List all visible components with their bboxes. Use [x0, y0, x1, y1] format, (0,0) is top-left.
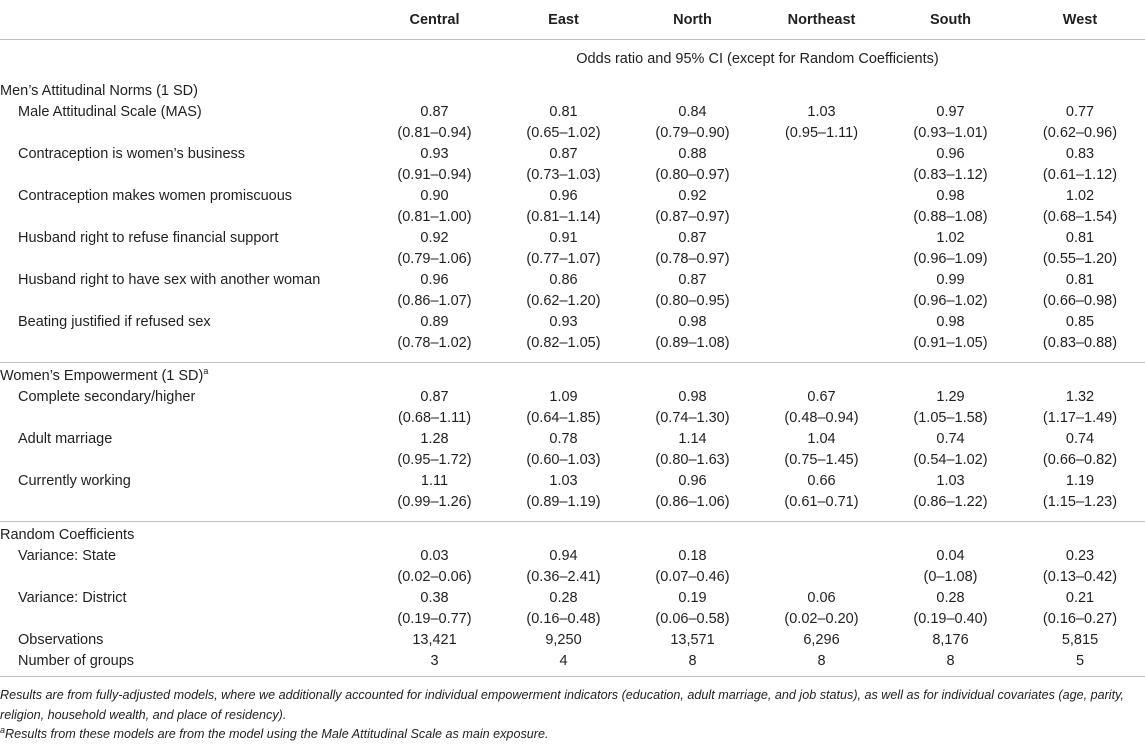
ci-cell: (0.95–1.11) [784, 125, 859, 141]
ci-cell: (0.80–1.63) [655, 452, 730, 468]
table-row-ci [0, 567, 1145, 588]
row-label: Variance: State [18, 548, 117, 564]
ci-cell: (0.73–1.03) [526, 167, 601, 183]
ci-cell [757, 207, 886, 228]
value-cell: 5,815 [1061, 632, 1099, 648]
ci-cell [757, 567, 886, 588]
odds-ratio-cell: 0.98 [936, 188, 965, 204]
footnote-text: Results from these models are from the model using the Male Attitudinal Scale as main exposure. [5, 727, 549, 741]
ci-cell: (0.89–1.08) [655, 335, 730, 351]
row-label-blank [0, 408, 370, 429]
row-label-blank [0, 450, 370, 471]
ci-cell: (0.81–0.94) [397, 125, 472, 141]
section-title [0, 78, 1145, 102]
ci-cell [757, 165, 886, 186]
row-label-blank [0, 123, 370, 144]
odds-ratio-cell: 0.98 [678, 314, 707, 330]
odds-ratio-cell: 1.04 [807, 431, 836, 447]
odds-ratio-cell: 0.03 [420, 548, 449, 564]
ci-cell: (0.96–1.02) [913, 293, 988, 309]
odds-ratio-cell: 0.28 [549, 590, 578, 606]
subheader-text: Odds ratio and 95% CI (except for Random Coefficients) [576, 50, 939, 67]
odds-ratio-cell: 0.18 [678, 548, 707, 564]
ci-cell: (0.91–1.05) [913, 335, 988, 351]
ci-cell: (0.86–1.06) [655, 494, 730, 510]
odds-ratio-cell: 0.94 [549, 548, 578, 564]
row-label: Contraception is women’s business [18, 146, 246, 162]
ci-cell: (0.61–1.12) [1042, 167, 1118, 183]
table-row [0, 588, 1145, 609]
odds-ratio-cell: 0.21 [1065, 590, 1095, 606]
table-row-ci [0, 609, 1145, 630]
ci-cell: (0.89–1.19) [526, 494, 601, 510]
odds-ratio-cell: 1.03 [549, 473, 578, 489]
ci-cell: (1.15–1.23) [1042, 494, 1118, 510]
value-cell: 8,176 [932, 632, 969, 648]
row-label-blank [0, 567, 370, 588]
ci-cell: (0.78–0.97) [655, 251, 730, 267]
odds-ratio-cell: 0.84 [678, 104, 707, 120]
ci-cell [757, 291, 886, 312]
table-notes [0, 686, 1140, 745]
odds-ratio-cell: 0.96 [420, 272, 449, 288]
table-row-ci [0, 408, 1145, 429]
ci-cell: (0.93–1.01) [913, 125, 988, 141]
odds-ratio-cell [757, 270, 886, 291]
ci-cell: (0.82–1.05) [526, 335, 601, 351]
table-row-ci [0, 450, 1145, 471]
table-row-ci [0, 492, 1145, 522]
table-row [0, 471, 1145, 492]
ci-cell: (0.16–0.48) [526, 611, 601, 627]
table-row [0, 144, 1145, 165]
ci-cell: (0.80–0.95) [655, 293, 730, 309]
odds-ratio-cell [757, 312, 886, 333]
odds-ratio-cell: 0.90 [420, 188, 449, 204]
ci-cell: (0.79–1.06) [397, 251, 472, 267]
row-label: Husband right to have sex with another woman [18, 272, 321, 288]
odds-ratio-cell: 0.93 [549, 314, 578, 330]
value-cell: 8 [757, 651, 886, 677]
odds-ratio-cell: 1.02 [1065, 188, 1095, 204]
row-label: Variance: District [18, 590, 127, 606]
odds-ratio-cell: 0.78 [549, 431, 578, 447]
section-header-row [0, 363, 1145, 388]
ci-cell: (0.60–1.03) [526, 452, 601, 468]
table-row [0, 387, 1145, 408]
table-row-ci [0, 165, 1145, 186]
row-label-blank [0, 165, 370, 186]
row-label: Complete secondary/higher [18, 389, 196, 405]
row-label-blank [0, 249, 370, 270]
odds-ratio-cell: 0.96 [936, 146, 965, 162]
odds-ratio-cell: 0.97 [936, 104, 965, 120]
odds-ratio-cell: 0.93 [420, 146, 449, 162]
ci-cell: (0.88–1.08) [913, 209, 988, 225]
table-row-ci [0, 249, 1145, 270]
ci-cell: (0.62–1.20) [526, 293, 601, 309]
section-header-row [0, 78, 1145, 102]
odds-ratio-cell: 1.03 [807, 104, 836, 120]
table-row [0, 651, 1145, 677]
ci-cell: (0.87–0.97) [655, 209, 730, 225]
odds-ratio-cell: 0.81 [1065, 272, 1095, 288]
ci-cell: (0.91–0.94) [397, 167, 472, 183]
section-header-row [0, 522, 1145, 547]
ci-cell: (0.83–1.12) [913, 167, 988, 183]
ci-cell: (0.02–0.06) [397, 569, 472, 585]
odds-ratio-cell: 1.03 [936, 473, 965, 489]
ci-cell: (0.95–1.72) [397, 452, 472, 468]
ci-cell: (0.68–1.54) [1042, 209, 1118, 225]
table-row [0, 270, 1145, 291]
table-row [0, 228, 1145, 249]
table-row [0, 102, 1145, 123]
value-cell: 13,571 [670, 632, 715, 648]
section-title-text: Random Coefficients [0, 527, 135, 543]
table-row [0, 312, 1145, 333]
ci-cell: (0.19–0.40) [913, 611, 988, 627]
ci-cell: (0.65–1.02) [526, 125, 601, 141]
odds-ratio-cell: 0.87 [549, 146, 578, 162]
ci-cell: (0.61–0.71) [784, 494, 859, 510]
header-central: Central [370, 2, 499, 40]
value-cell: 9,250 [545, 632, 582, 648]
ci-cell: (0.80–0.97) [655, 167, 730, 183]
odds-ratio-cell: 0.92 [678, 188, 707, 204]
table-row-ci [0, 333, 1145, 363]
odds-ratio-cell: 0.96 [549, 188, 578, 204]
value-cell: 4 [499, 651, 628, 677]
table-row [0, 429, 1145, 450]
value-cell: 5 [1015, 651, 1145, 677]
ci-cell: (0.36–2.41) [526, 569, 601, 585]
odds-ratio-cell [757, 186, 886, 207]
section-title [0, 522, 1145, 547]
ci-cell: (1.05–1.58) [913, 410, 988, 426]
note-footnote [0, 725, 1140, 745]
ci-cell: (0–1.08) [923, 569, 978, 585]
odds-ratio-cell: 0.67 [807, 389, 836, 405]
row-label-blank [0, 207, 370, 228]
header-west: West [1015, 2, 1145, 40]
odds-ratio-cell: 0.88 [678, 146, 707, 162]
value-cell: 13,421 [412, 632, 457, 648]
odds-ratio-cell: 1.11 [420, 473, 449, 489]
odds-ratio-cell: 0.86 [549, 272, 578, 288]
ci-cell: (0.81–1.00) [397, 209, 472, 225]
section-title-text: Women’s Empowerment (1 SD) [0, 368, 204, 384]
ci-cell: (0.96–1.09) [913, 251, 988, 267]
table-row-ci [0, 207, 1145, 228]
ci-cell: (0.79–0.90) [655, 125, 730, 141]
value-cell: 8 [886, 651, 1015, 677]
row-label-blank [0, 291, 370, 312]
ci-cell: (0.66–0.98) [1042, 293, 1118, 309]
odds-ratio-cell: 0.74 [1065, 431, 1095, 447]
table-row-ci [0, 291, 1145, 312]
subheader-blank [0, 40, 370, 79]
row-label-blank [0, 492, 370, 522]
odds-ratio-cell: 0.81 [549, 104, 578, 120]
ci-cell: (0.86–1.07) [397, 293, 472, 309]
row-label: Adult marriage [18, 431, 113, 447]
odds-ratio-cell: 0.98 [936, 314, 965, 330]
footnote-marker: a [0, 724, 6, 735]
odds-ratio-cell: 0.19 [678, 590, 707, 606]
ci-cell: (0.78–1.02) [397, 335, 472, 351]
odds-ratio-cell: 0.98 [678, 389, 707, 405]
odds-ratio-cell: 0.28 [936, 590, 965, 606]
ci-cell: (0.62–0.96) [1042, 125, 1118, 141]
row-label: Contraception makes women promiscuous [18, 188, 293, 204]
odds-ratio-cell: 1.29 [936, 389, 965, 405]
odds-ratio-cell: 0.74 [936, 431, 965, 447]
ci-cell: (0.68–1.11) [397, 410, 472, 426]
row-label: Husband right to refuse financial support [18, 230, 279, 246]
odds-ratio-cell: 1.32 [1065, 389, 1095, 405]
odds-ratio-cell: 0.96 [678, 473, 707, 489]
odds-ratio-cell: 1.09 [549, 389, 578, 405]
odds-ratio-cell: 0.87 [420, 104, 449, 120]
odds-ratio-cell: 1.02 [936, 230, 965, 246]
odds-ratio-table [0, 2, 1145, 677]
header-north: North [628, 2, 757, 40]
odds-ratio-cell: 0.85 [1065, 314, 1095, 330]
header-south: South [886, 2, 1015, 40]
ci-cell: (0.81–1.14) [526, 209, 601, 225]
ci-cell: (0.48–0.94) [784, 410, 859, 426]
odds-ratio-cell: 0.87 [420, 389, 449, 405]
row-label-blank [0, 609, 370, 630]
ci-cell [757, 333, 886, 363]
subheader-row [0, 40, 1145, 79]
odds-ratio-cell: 0.99 [936, 272, 965, 288]
row-label: Male Attitudinal Scale (MAS) [18, 104, 202, 120]
ci-cell: (0.99–1.26) [397, 494, 472, 510]
header-east: East [499, 2, 628, 40]
note-main: Results are from fully-adjusted models, where we additionally accounted for individual empowerment indicators (education, adult marriage, and job status), as well as for individual covariates (age, parity, religion, household wealth, and place of residency). [0, 688, 1124, 722]
ci-cell: (0.06–0.58) [655, 611, 730, 627]
section-title-sup: a [203, 366, 209, 377]
ci-cell: (0.86–1.22) [913, 494, 988, 510]
table-row-ci [0, 123, 1145, 144]
table-row [0, 186, 1145, 207]
header-blank [0, 2, 370, 40]
row-label: Beating justified if refused sex [18, 314, 211, 330]
odds-ratio-cell: 0.83 [1065, 146, 1095, 162]
odds-ratio-cell: 0.66 [807, 473, 836, 489]
table-row [0, 630, 1145, 651]
header-northeast: Northeast [757, 2, 886, 40]
ci-cell [757, 249, 886, 270]
odds-ratio-cell: 1.14 [678, 431, 707, 447]
odds-ratio-cell: 0.04 [936, 548, 965, 564]
ci-cell: (0.13–0.42) [1042, 569, 1118, 585]
ci-cell: (0.02–0.20) [784, 611, 859, 627]
value-cell: 3 [370, 651, 499, 677]
ci-cell: (0.16–0.27) [1042, 611, 1118, 627]
ci-cell: (0.07–0.46) [655, 569, 730, 585]
row-label-blank [0, 333, 370, 363]
odds-ratio-cell: 0.81 [1065, 230, 1095, 246]
ci-cell: (0.19–0.77) [397, 611, 472, 627]
row-label: Number of groups [0, 651, 370, 677]
section-title-text: Men’s Attitudinal Norms (1 SD) [0, 83, 198, 99]
odds-ratio-cell: 1.28 [420, 431, 449, 447]
odds-ratio-cell: 0.89 [420, 314, 449, 330]
ci-cell: (0.66–0.82) [1042, 452, 1118, 468]
odds-ratio-cell: 0.87 [678, 272, 707, 288]
section-title [0, 363, 1145, 388]
row-label: Currently working [18, 473, 131, 489]
row-label: Observations [18, 632, 104, 648]
odds-ratio-cell: 0.91 [549, 230, 578, 246]
odds-ratio-cell [757, 144, 886, 165]
odds-ratio-cell: 0.77 [1065, 104, 1095, 120]
table-row [0, 546, 1145, 567]
ci-cell: (0.75–1.45) [784, 452, 859, 468]
odds-ratio-cell: 1.19 [1065, 473, 1095, 489]
odds-ratio-cell: 0.23 [1065, 548, 1095, 564]
odds-ratio-cell [757, 546, 886, 567]
odds-ratio-cell: 0.38 [420, 590, 449, 606]
ci-cell: (0.64–1.85) [526, 410, 601, 426]
ci-cell: (0.55–1.20) [1042, 251, 1118, 267]
value-cell: 6,296 [803, 632, 840, 648]
ci-cell: (0.77–1.07) [526, 251, 601, 267]
odds-ratio-cell [757, 228, 886, 249]
ci-cell: (0.74–1.30) [655, 410, 730, 426]
ci-cell: (1.17–1.49) [1042, 410, 1118, 426]
value-cell: 8 [628, 651, 757, 677]
odds-ratio-cell: 0.06 [807, 590, 836, 606]
column-header-row [0, 2, 1145, 40]
odds-ratio-cell: 0.87 [678, 230, 707, 246]
ci-cell: (0.83–0.88) [1042, 335, 1118, 351]
ci-cell: (0.54–1.02) [913, 452, 988, 468]
odds-ratio-cell: 0.92 [420, 230, 449, 246]
